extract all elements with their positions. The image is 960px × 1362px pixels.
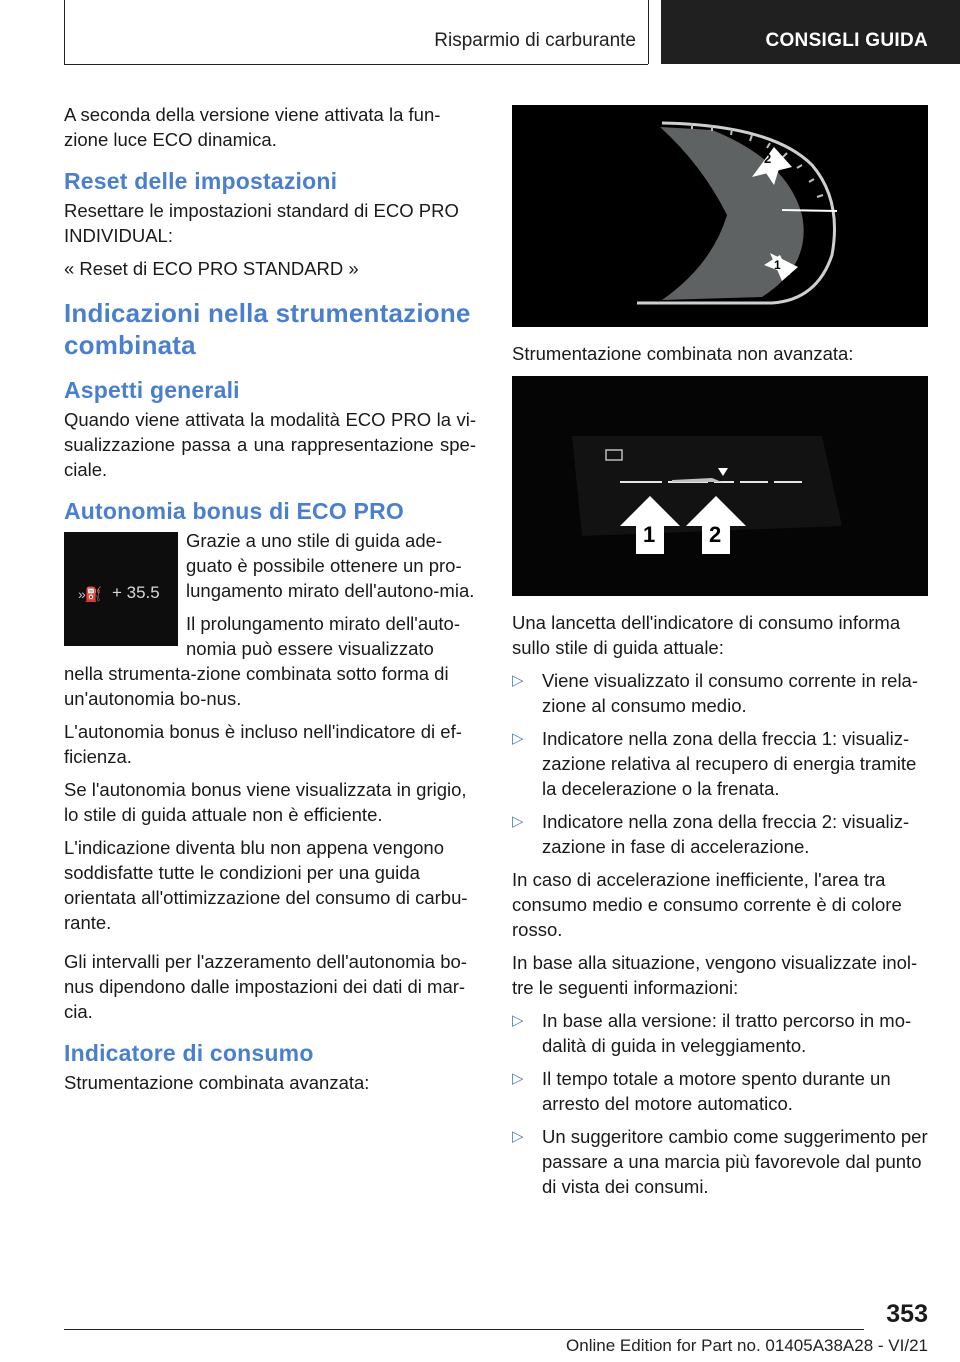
list-item: ▷ Il tempo totale a motore spento durante un arresto del motore automatico. [512, 1068, 891, 1114]
bonus-paragraph-1: Grazie a uno stile di guida ade-guato è possibile ottenere un pro-lungamento mirato dell'autono-mia. [186, 530, 475, 601]
right-column [512, 105, 928, 1207]
header-divider [648, 0, 649, 64]
list-item: ▷ Indicatore nella zona della freccia 1: visualiz-zazione relativa al recupero di energia tramite la decelerazione o la frenata. [512, 728, 917, 799]
bonus-range-display-image [64, 532, 178, 646]
indicator-list [512, 668, 928, 859]
general-heading: Aspetti generali [64, 377, 240, 403]
triangle-bullet-icon: ▷ [512, 1128, 524, 1145]
advanced-cluster-graphic [512, 105, 928, 327]
reset-heading: Reset delle impostazioni [64, 168, 338, 194]
general-paragraph: Quando viene attivata la modalità ECO PRO la vi-sualizzazione passa a una rappresentazione spe-ciale. [64, 409, 476, 480]
header-chapter-title: CONSIGLI GUIDA [765, 30, 928, 51]
basic-cluster-image [512, 376, 928, 596]
advanced-cluster-image [512, 105, 928, 327]
header-bottom-rule [64, 64, 648, 65]
svg-text:1: 1 [774, 258, 781, 272]
intro-paragraph: A seconda della versione viene attivata la fun-zione luce ECO dinamica. [64, 104, 441, 150]
footer-edition: Online Edition for Part no. 01405A38A28 - VI/21 [566, 1336, 928, 1355]
reset-paragraph: Resettare le impostazioni standard di ECO PRO INDIVIDUAL: [64, 200, 459, 246]
triangle-bullet-icon: ▷ [512, 1012, 524, 1029]
bonus-heading: Autonomia bonus di ECO PRO [64, 498, 404, 524]
page-number: 353 [886, 1300, 928, 1328]
bonus-paragraph-2: Il prolungamento mirato dell'auto-nomia può essere visualizzato nella strumenta-zione combinata sotto forma di un'autonomia bo-nus. [64, 613, 460, 709]
triangle-bullet-icon: ▷ [512, 672, 524, 689]
consumption-heading: Indicatore di consumo [64, 1040, 314, 1066]
footer-rule [64, 1329, 864, 1330]
svg-text:2: 2 [764, 151, 772, 166]
svg-text:2: 2 [709, 522, 722, 547]
bonus-paragraph-5: L'indicazione diventa blu non appena vengono soddisfatte tutte le condizioni per una guida orientata all'ottimizzazione del consumo di carbu-rante. [64, 837, 468, 933]
reset-menu-path: « Reset di ECO PRO STANDARD » [64, 258, 359, 279]
list-item: ▷ Viene visualizzato il consumo corrente in rela-zione al consumo medio. [512, 670, 919, 716]
list-item: ▷ In base alla versione: il tratto percorso in mo-dalità di guida in veleggiamento. [512, 1010, 912, 1056]
bonus-paragraph-6: Gli intervalli per l'azzeramento dell'autonomia bo-nus dipendono dalle impostazioni dei dati di mar-cia. [64, 951, 467, 1022]
triangle-bullet-icon: ▷ [512, 1070, 524, 1087]
situation-paragraph: In base alla situazione, vengono visualizzate inol-tre le seguenti informazioni: [512, 952, 918, 998]
needle-paragraph: Una lancetta dell'indicatore di consumo informa sullo stile di guida attuale: [512, 612, 901, 658]
display-heading: Indicazioni nella strumentazione combinata [64, 298, 471, 360]
header-section-title: Risparmio di carburante [434, 30, 636, 51]
bonus-section [64, 528, 476, 719]
header-left-rule [64, 0, 65, 64]
left-column [64, 102, 476, 1103]
basic-cluster-caption: Strumentazione combinata non avanzata: [512, 343, 854, 364]
triangle-bullet-icon: ▷ [512, 730, 524, 747]
bonus-range-value: + 35.5 [112, 583, 160, 602]
triangle-bullet-icon: ▷ [512, 813, 524, 830]
list-item: ▷ Un suggeritore cambio come suggerimento per passare a una marcia più favorevole dal punto di vista dei consumi. [512, 1126, 928, 1197]
bonus-paragraph-3: L'autonomia bonus è incluso nell'indicatore di ef-ficienza. [64, 721, 462, 767]
fuel-pump-icon: »⛽ [78, 586, 102, 602]
consumption-paragraph: Strumentazione combinata avanzata: [64, 1072, 370, 1093]
info-list [512, 1008, 928, 1199]
basic-cluster-graphic [512, 376, 928, 596]
inefficient-paragraph: In caso di accelerazione inefficiente, l'area tra consumo medio e consumo corrente è di colore rosso. [512, 869, 902, 940]
list-item: ▷ Indicatore nella zona della freccia 2: visualiz-zazione in fase di accelerazione. [512, 811, 910, 857]
header-chapter-tab [661, 0, 960, 64]
bonus-paragraph-4: Se l'autonomia bonus viene visualizzata in grigio, lo stile di guida attuale non è efficiente. [64, 779, 467, 825]
svg-text:1: 1 [643, 522, 656, 547]
